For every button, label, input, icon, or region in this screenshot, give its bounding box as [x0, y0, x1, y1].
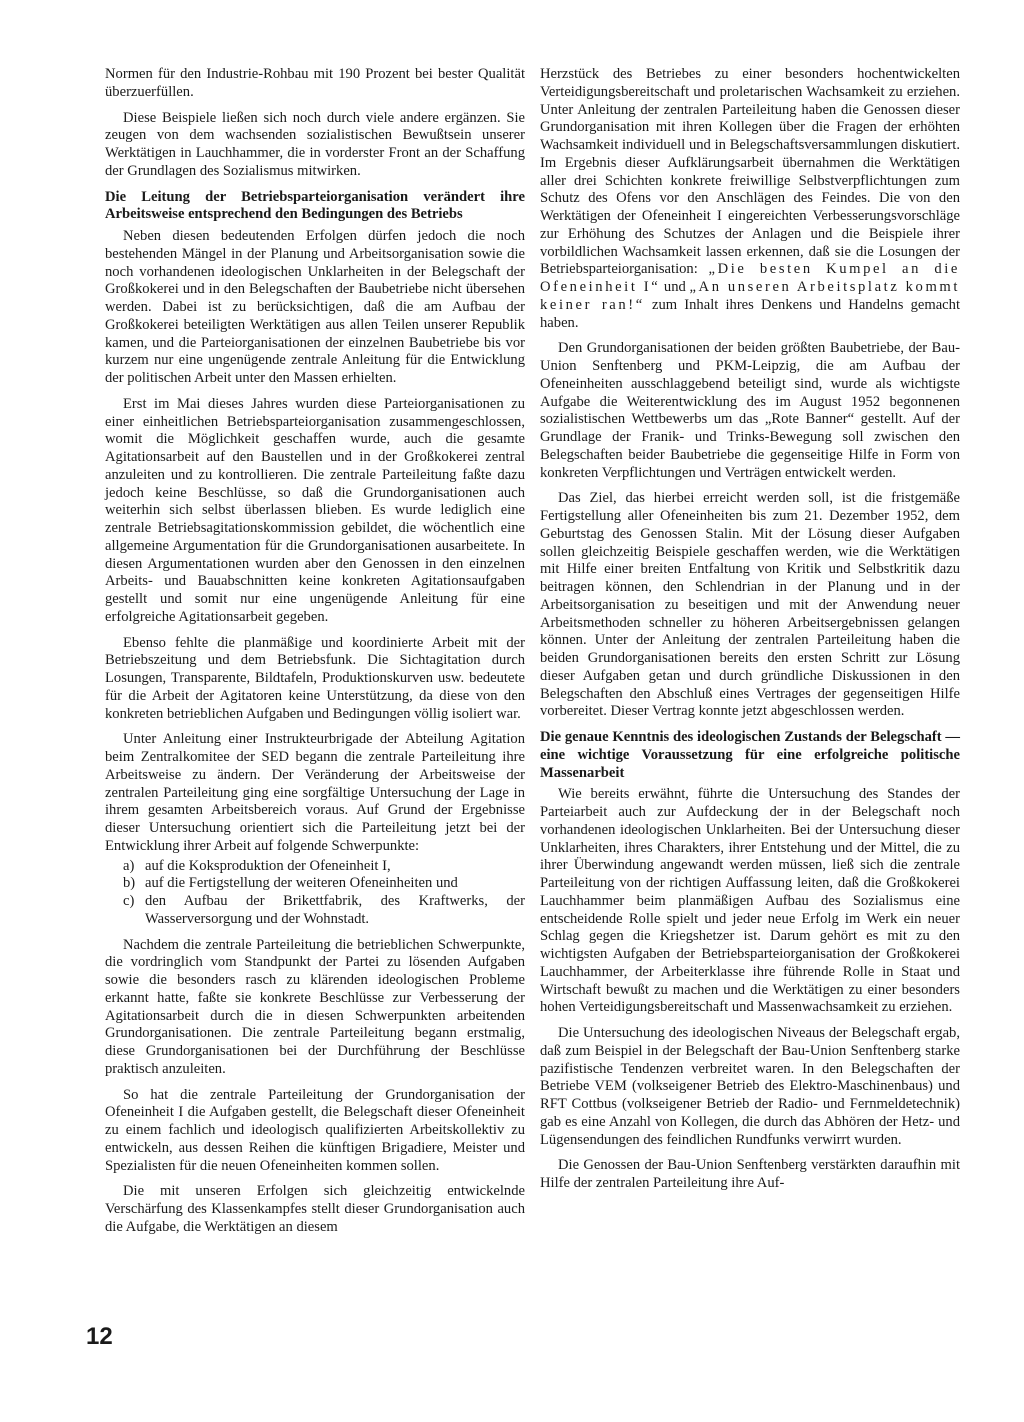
list-item-text: auf die Koksproduktion der Ofeneinheit I,: [145, 857, 391, 874]
paragraph: Neben diesen bedeutenden Erfolgen dürfen jedoch die noch bestehenden Mängel in der Planung und Arbeitsorganisation sowie die noch vorhandenen ideologischen Unklarheiten in der Belegschaft der Großkokerei und in den Belegschaften der Baubetriebe nicht übersehen werden. Dabei ist zu berücksichtigen, daß die am Aufbau der Großkokerei beteiligten Werktätigen aus allen Teilen unserer Republik kamen, und die Parteiorganisationen der einzelnen Baubetriebe bis vor kurzem nur eine ungenügende zentrale Anleitung für die Entwicklung der politischen Arbeit unter den Massen erhielten.: [105, 228, 525, 386]
right-column: [540, 66, 960, 1201]
paragraph: Die Untersuchung des ideologischen Niveaus der Belegschaft ergab, daß zum Beispiel in der Belegschaft der Bau-Union Senftenberg starke pazifistische Tendenzen verbreitet waren. In den Belegschaften der Betriebe VEM (volkseigener Betrieb des Elektro-Maschinenbaus) und RFT Cottbus (volkseigener Betrieb der Radio- und Fernmeldetechnik) gab es eine Anzahl von Kollegen, die durch das Abhören der Hetz- und Lügensendungen des feindlichen Rundfunks verwirrt wurden.: [540, 1025, 960, 1148]
list-item-text: den Aufbau der Brikettfabrik, des Kraftwerks, der Wasserversorgung und der Wohnstadt.: [145, 893, 525, 927]
list-marker: a): [123, 857, 135, 874]
paragraph: Die mit unseren Erfolgen sich gleichzeitig entwickelnde Verschärfung des Klassenkampfes stellt dieser Grundorganisation auch die Aufgabe, die Werktätigen an diesem: [105, 1183, 525, 1235]
paragraph: Erst im Mai dieses Jahres wurden diese Parteiorganisationen zu einer einheitlichen Betriebsparteiorganisation zusammengeschlossen, womit die Möglichkeit geschaffen wurde, auch die gesamte Agitationsarbeit auf den Baustellen und in der Großkokerei zentral anzuleiten und zu kontrollieren. Die zentrale Parteileitung faßte dazu jedoch keine Beschlüsse, so daß die Grundorganisationen auch weiterhin sich selbst überlassen blieben. Es wurde lediglich eine zentrale Betriebsagitationskommission gebildet, die wöchentlich eine allgemeine Argumentation für die Grundorganisationen ausarbeitete. In diesen Argumentationen wurden aber den Genossen in den einzelnen Arbeits- und Bauabschnitten keine konkreten Agitationsaufgaben gestellt und somit nur eine ungenügende Anleitung für eine erfolgreiche Agitationsarbeit gegeben.: [105, 395, 525, 625]
paragraph: Diese Beispiele ließen sich noch durch viele andere ergänzen. Sie zeugen von dem wachsenden sozialistischen Bewußtsein unserer Werktätigen in Lauchhammer, die in vorderster Front an der Schaffung der Grundlagen des Sozialismus mitwirken.: [105, 109, 525, 179]
slogan-text: „Die besten Kumpel an die Ofeneinheit I“: [540, 261, 961, 295]
list-item: [123, 875, 525, 893]
list-item: [123, 858, 525, 876]
paragraph: So hat die zentrale Parteileitung der Grundorganisation der Ofeneinheit I die Aufgaben gestellt, die Belegschaft dieser Ofeneinheit zu einem fachlich und ideologisch qualifizierten Arbeitskollektiv zu entwickeln, aus dessen Reihen die künftigen Brigadiere, Meister und Spezialisten für die neuen Ofeneinheiten kommen sollen.: [105, 1086, 525, 1174]
section-heading: Die genaue Kenntnis des ideologischen Zustands der Belegschaft — eine wichtige Voraussetzung für eine erfolgreiche politische Massenarbeit: [540, 729, 960, 781]
paragraph-text: Herzstück des Betriebes zu einer besonders hochentwickelten Verteidigungsbereitschaft und proletarischen Wachsamkeit zu erziehen. Unter Anleitung der zentralen Parteileitung haben die Genossen dieser Grundorganisation mit ihren Kollegen über die Fragen der erhöhten Wachsamkeit individuell und in Belegschaftsversammlungen diskutiert. Im Ergebnis dieser Aufklärungsarbeit übernahmen die Werktätigen aller drei Schichten konkrete freiwillige Selbstverpflichtungen zum Schutz des Ofens vor den Anschlägen des Feindes. Die von den Werktätigen der Ofeneinheit I eingereichten Verbesserungsvorschläge zur Erhöhung des Schutzes der Anlagen und die Beispiele ihrer vorbildlichen Wachsamkeit lassen erkennen, daß sie die Losungen der Betriebsparteiorganisation:: [540, 66, 960, 278]
paragraph: Ebenso fehlte die planmäßige und koordinierte Arbeit mit der Betriebszeitung und dem Betriebsfunk. Die Sichtagitation durch Losungen, Transparente, Bildtafeln, Produktionskurven usw. bedeutete für die Arbeit der Agitatoren keine Unterstützung, da diese von den konkreten betrieblichen Aufgaben und Bedingungen völlig isoliert war.: [105, 634, 525, 722]
paragraph: Nachdem die zentrale Parteileitung die betrieblichen Schwerpunkte, die vordringlich vom Standpunkt der Partei zu lösenden Aufgaben sowie die besonders rasch zu klärenden ideologischen Probleme erkannt hatte, faßte sie konkrete Beschlüsse zur Verbesserung der Agitationsarbeit durch die in diesen Schwerpunkten arbeitenden Grundorganisationen. Die zentrale Parteileitung begann erstmalig, diese Grundorganisationen bei der Durchführung der Beschlüsse praktisch anzuleiten.: [105, 936, 525, 1077]
paragraph-text: zum Inhalt ihres Denkens und Handelns gemacht haben.: [540, 296, 960, 331]
page-number: 12: [86, 1323, 113, 1350]
paragraph: Die Genossen der Bau-Union Senftenberg verstärkten daraufhin mit Hilfe der zentralen Parteileitung ihre Auf-: [540, 1157, 960, 1191]
list-item: [123, 893, 525, 929]
paragraph: Unter Anleitung einer Instrukteurbrigade der Abteilung Agitation beim Zentralkomitee der SED begann die zentrale Parteileitung ihre Arbeitsweise zu ändern. Der Veränderung der Arbeitsweise der zentralen Parteileitung ging eine sorgfältige Untersuchung der Lage in ihrem gesamten Arbeitsbereich voraus. Auf Grund der Ergebnisse dieser Untersuchung orientiert sich die Parteileitung jetzt bei der Entwicklung ihrer Arbeit auf folgende Schwerpunkte:: [105, 731, 525, 854]
focus-points-list: [105, 858, 525, 929]
section-heading: Die Leitung der Betriebsparteiorganisation verändert ihre Arbeitsweise entsprechend den Bedingungen des Betriebs: [105, 188, 525, 223]
paragraph: Den Grundorganisationen der beiden größten Baubetriebe, der Bau-Union Senftenberg und PKM-Leipzig, die am Aufbau der Ofeneinheiten ausschlaggebend beteiligt sind, wurde als wichtigste Aufgabe die Weiterentwicklung des im August 1952 begonnenen sozialistischen Wettbewerbs um das „Rote Banner“ gestellt. Auf der Grundlage der Franik- und Trinks-Bewegung soll zwischen den Belegschaften beider Baubetriebe die gegenseitige Hilfe in Form von konkreten Verpflichtungen und Verträgen entwickelt werden.: [540, 340, 960, 481]
slogan-text: „An unseren Arbeitsplatz kommt keiner ran!“: [540, 279, 961, 313]
list-marker: c): [123, 893, 135, 909]
left-column: [105, 66, 525, 1245]
list-item-text: auf die Fertigstellung der weiteren Ofeneinheiten und: [145, 875, 458, 892]
list-marker: b): [123, 875, 136, 892]
paragraph: Das Ziel, das hierbei erreicht werden soll, ist die fristgemäße Fertigstellung aller Ofeneinheiten bis zum 21. Dezember 1952, dem Geburtstag des Genossen Stalin. Mit der Lösung dieser Aufgaben sollen gleichzeitig Beispiele geschaffen werden, wie die Werktätigen mit Hilfe einer breiten Entfaltung von Kritik und Selbstkritik dazu beitragen können, den Schlendrian in der Planung und in der Arbeitsorganisation zu beseitigen und mit der Anwendung neuer Arbeitsmethoden schneller zu höheren Arbeitsergebnissen gelangen können. Unter der Anleitung der zentralen Parteileitung haben die beiden Grundorganisationen bereits den ersten Schritt zur Lösung dieser Aufgaben getan und durch gründliche Diskussionen in den Belegschaften den Abschluß eines Vertrages der gegenseitigen Hilfe vorbereitet. Dieser Vertrag konnte jetzt abgeschlossen werden.: [540, 490, 960, 720]
paragraph-text: und: [660, 279, 690, 295]
paragraph: Normen für den Industrie-Rohbau mit 190 Prozent bei bester Qualität überzuerfüllen.: [105, 66, 525, 100]
paragraph: Wie bereits erwähnt, führte die Untersuchung des Standes der Parteiarbeit auch zur Aufdeckung der in der Belegschaft noch vorhandenen ideologischen Unklarheiten. Bei der Untersuchung dieser Unklarheiten, ihres Charakters, ihrer Entstehung und der Mittel, die zu ihrer Überwindung angewandt werden müssen, ließ sich die zentrale Parteileitung von der richtigen Auffassung leiten, daß die Großkokerei Lauchhammer beim planmäßigen Aufbau des Sozialismus eine entscheidende Rolle spielt und jeder neue Erfolg im Werk ein neuer Schlag gegen die Kriegshetzer ist. Darum gehört es mit zu den wichtigsten Aufgaben der Betriebsparteiorganisation der Großkokerei Lauchhammer, der Arbeiterklasse ihre führende Rolle in Staat und Wirtschaft bewußt zu machen und die Werktätigen zu einer besonders hohen Verteidigungsbereitschaft und Massenwachsamkeit zu erziehen.: [540, 786, 960, 1016]
paragraph: [540, 66, 960, 332]
